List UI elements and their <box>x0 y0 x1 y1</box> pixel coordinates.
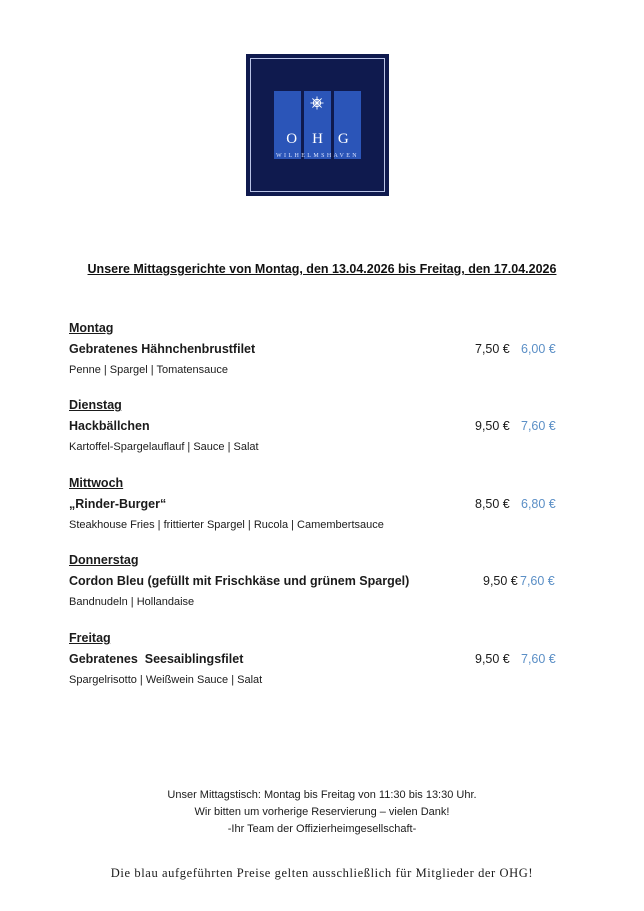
member-price: 6,80 € <box>521 497 556 511</box>
logo-letters: OHG <box>286 131 364 147</box>
team-signature: -Ihr Team der Offizierheimgesellschaft- <box>227 823 417 835</box>
dish-name: Gebratenes Hähnchenbrustfilet <box>69 342 256 356</box>
dish-sides: Bandnudeln | Hollandaise <box>69 596 195 608</box>
ship-wheel-icon <box>310 96 324 110</box>
day-name: Freitag <box>69 631 111 645</box>
menu-day-thursday <box>69 552 569 609</box>
menu-day-friday <box>69 630 569 687</box>
dish-sides: Spargelrisotto | Weißwein Sauce | Salat <box>69 674 263 686</box>
menu-headline: Unsere Mittagsgerichte von Montag, den 13.04.2026 bis Freitag, den 17.04.2026 <box>87 262 557 276</box>
member-price: 7,60 € <box>521 652 556 666</box>
dish-sides: Steakhouse Fries | frittierter Spargel | Rucola | Camembertsauce <box>69 519 384 531</box>
logo-panel-right <box>334 91 361 159</box>
menu-day-monday <box>69 320 569 377</box>
dish-name: Cordon Bleu (gefüllt mit Frischkäse und grünem Spargel) <box>69 574 410 588</box>
member-price: 6,00 € <box>521 342 556 356</box>
logo-city: WILHELMSHAVEN <box>275 153 360 159</box>
regular-price: 9,50 € <box>475 419 510 433</box>
menu-day-tuesday <box>69 397 569 454</box>
menu-day-wednesday <box>69 475 569 532</box>
dish-name: „Rinder-Burger“ <box>69 497 167 511</box>
reservation-note: Wir bitten um vorherige Reservierung – vielen Dank! <box>194 806 450 818</box>
regular-price: 7,50 € <box>475 342 510 356</box>
logo-panel-left <box>274 91 301 159</box>
dish-sides: Kartoffel-Spargelauflauf | Sauce | Salat <box>69 441 259 453</box>
member-price: 7,60 € <box>520 574 555 588</box>
day-name: Donnerstag <box>69 553 139 567</box>
dish-name: Gebratenes Seesaiblingsfilet <box>69 652 244 666</box>
opening-hours: Unser Mittagstisch: Montag bis Freitag von 11:30 bis 13:30 Uhr. <box>167 789 477 801</box>
regular-price: 9,50 € <box>475 652 510 666</box>
ohg-logo <box>246 54 389 196</box>
member-price-note: Die blau aufgeführten Preise gelten ausschließlich für Mitglieder der OHG! <box>110 866 534 880</box>
dish-sides: Penne | Spargel | Tomatensauce <box>69 364 229 376</box>
regular-price: 9,50 € <box>483 574 518 588</box>
dish-name: Hackbällchen <box>69 419 150 433</box>
day-name: Mittwoch <box>69 476 124 490</box>
member-price: 7,60 € <box>521 419 556 433</box>
regular-price: 8,50 € <box>475 497 510 511</box>
day-name: Dienstag <box>69 398 122 412</box>
day-name: Montag <box>69 321 114 335</box>
